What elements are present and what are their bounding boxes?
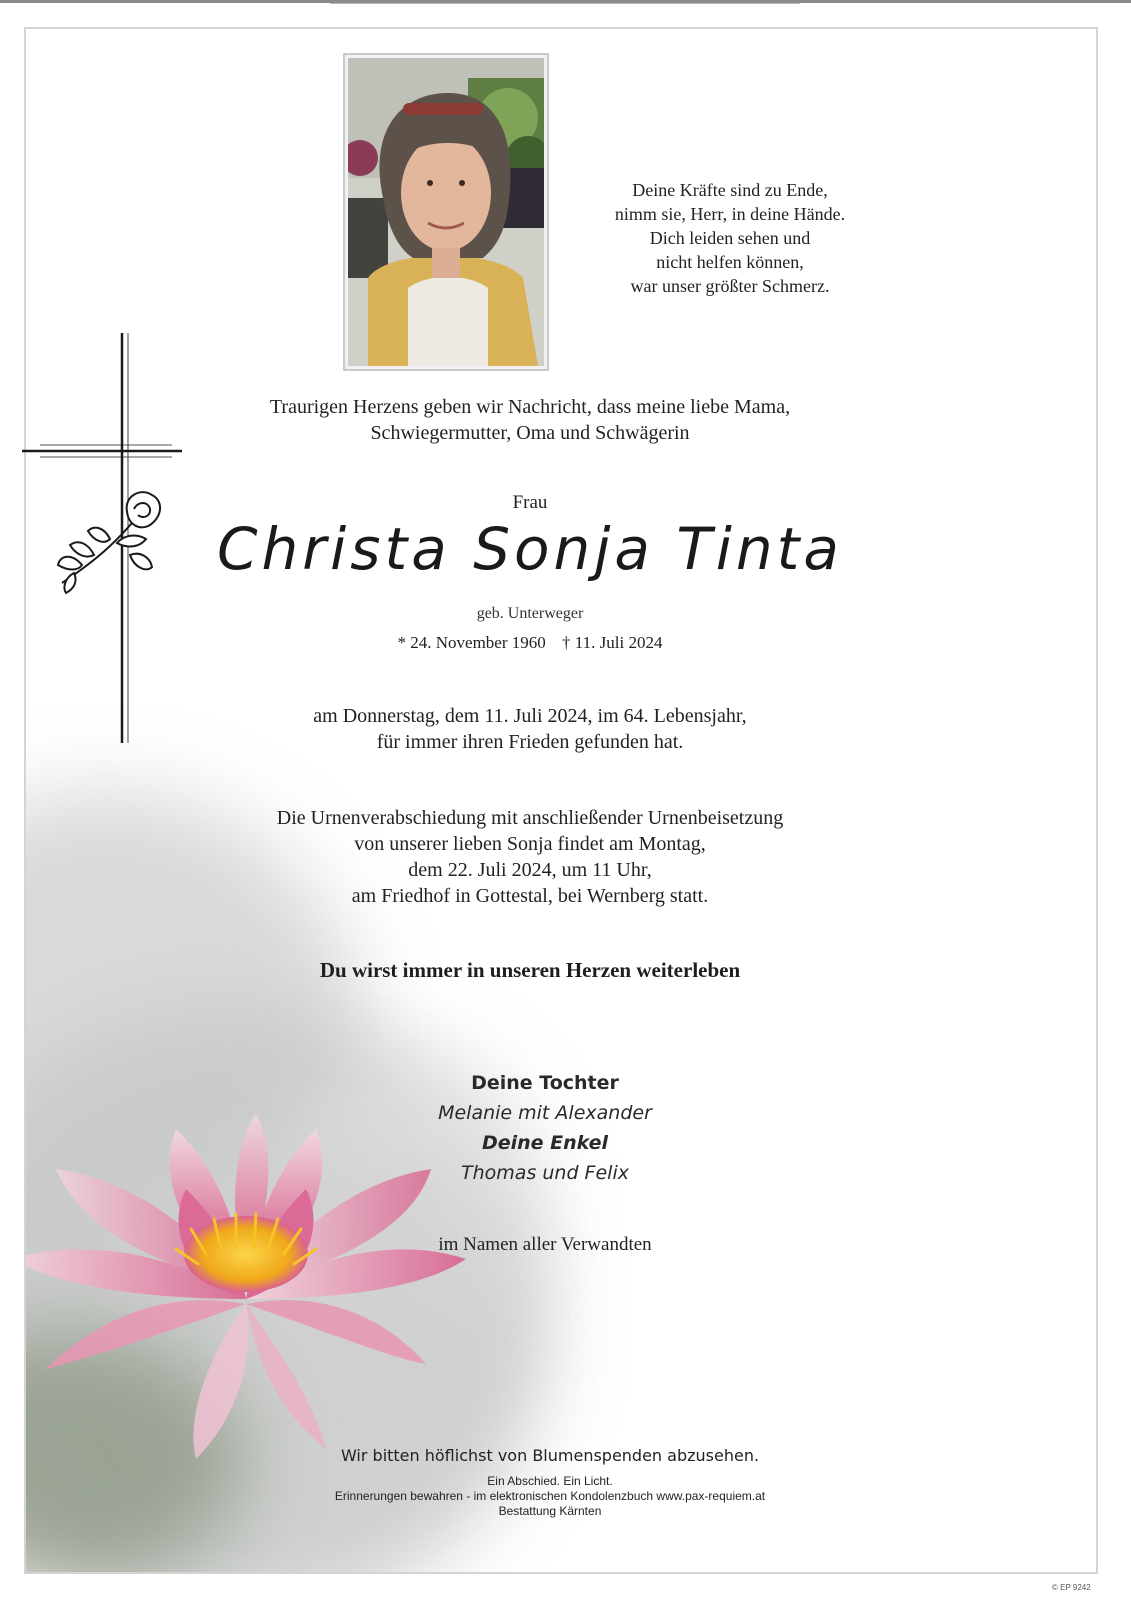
daughter-names: Melanie mit Alexander (438, 1102, 652, 1124)
grandchildren-names: Thomas und Felix (461, 1162, 629, 1184)
print-code: © EP 9242 (1052, 1583, 1091, 1592)
mourners (330, 1068, 760, 1188)
top-edge-rule-light (330, 3, 800, 4)
daughter-heading: Deine Tochter (471, 1072, 619, 1094)
memorial-motto: Du wirst immer in unseren Herzen weiterleben (319, 958, 741, 982)
rose-icon (58, 492, 160, 593)
portrait-photo (348, 58, 544, 366)
footer-condolence-link: Erinnerungen bewahren - im elektronischen Kondolenzbuch www.pax-requiem.at (334, 1489, 766, 1503)
poem-line: Deine Kräfte sind zu Ende, (632, 180, 828, 200)
passing-notice (180, 703, 880, 755)
passing-line: am Donnerstag, dem 11. Juli 2024, im 64. Lebensjahr, (313, 705, 747, 727)
poem-line: Dich leiden sehen und (649, 228, 811, 248)
portrait-frame (343, 53, 549, 371)
service-line: Die Urnenverabschiedung mit anschließender Urnenbeisetzung (276, 807, 784, 829)
footer-tagline: Ein Abschied. Ein Licht. (487, 1474, 613, 1488)
salutation: Frau (512, 492, 548, 513)
death-date: † 11. Juli 2024 (562, 633, 663, 652)
flower-request: Wir bitten höflichst von Blumenspenden abzusehen. (340, 1446, 760, 1465)
service-line: am Friedhof in Gottestal, bei Wernberg statt. (351, 885, 709, 907)
poem-line: nicht helfen können, (656, 252, 804, 272)
passing-line: für immer ihren Frieden gefunden hat. (376, 731, 684, 753)
poem (560, 178, 900, 298)
announcement-intro (180, 394, 880, 446)
footer-undertaker: Bestattung Kärnten (498, 1504, 602, 1518)
intro-line: Traurigen Herzens geben wir Nachricht, dass meine liebe Mama, (269, 396, 791, 418)
service-line: dem 22. Juli 2024, um 11 Uhr, (408, 859, 652, 881)
intro-line: Schwiegermutter, Oma und Schwägerin (370, 422, 690, 444)
life-dates (180, 633, 880, 653)
service-line: von unserer lieben Sonja findet am Montag, (354, 833, 706, 855)
birth-date: * 24. November 1960 (397, 633, 546, 652)
relatives-line: im Namen aller Verwandten (438, 1234, 652, 1255)
poem-line: war unser größter Schmerz. (630, 276, 830, 296)
grandchildren-heading: Deine Enkel (481, 1132, 609, 1154)
service-details (180, 805, 880, 909)
maiden-name: geb. Unterweger (476, 605, 584, 622)
poem-line: nimm sie, Herr, in deine Hände. (614, 204, 846, 224)
lily-stamens (184, 1216, 308, 1292)
deceased-name: Christa Sonja Tinta (217, 515, 843, 583)
cross-with-rose-icon (22, 333, 182, 743)
footer-info (230, 1474, 870, 1519)
